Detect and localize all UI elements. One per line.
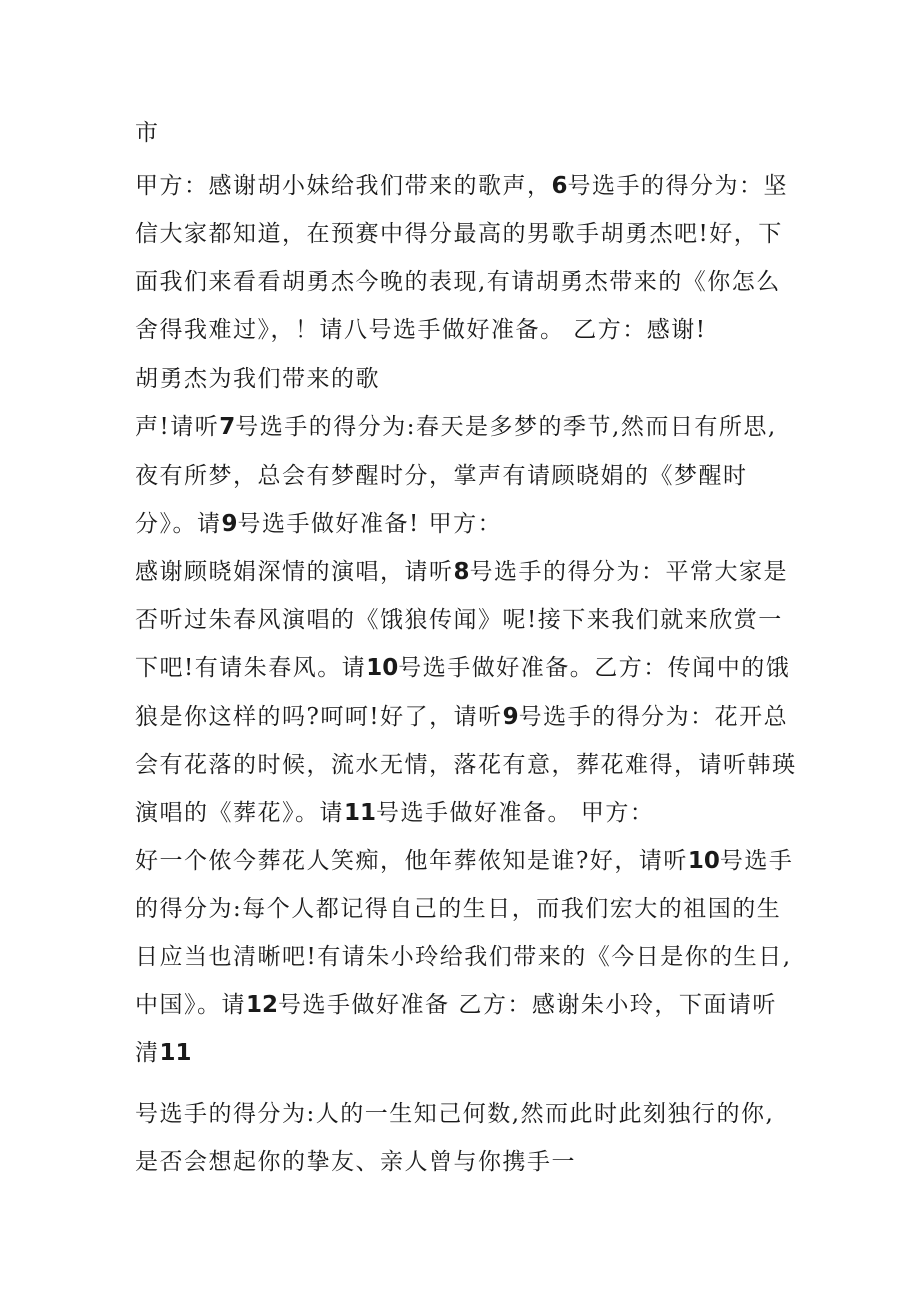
text-run: 夜有所梦，总会有梦醒时分，掌声有请顾晓娟的《梦醒时 (135, 463, 748, 489)
text-line (135, 749, 797, 781)
text-run: 狼是你这样的吗?呵呵!好了，请听 (135, 704, 503, 730)
text-run: 下吧!有请朱春风。请 (135, 655, 367, 681)
contestant-number: 11 (159, 1040, 192, 1066)
text-run: 是否会想起你的挚友、亲人曾与你携手一 (135, 1149, 576, 1175)
text-line (135, 460, 748, 492)
text-run: 日应当也清晰吧!有请朱小玲给我们带来的《今日是你的生日, (135, 944, 792, 970)
text-run: 号选手做好准备 乙方：感谢朱小玲，下面请听 (278, 992, 777, 1018)
text-run: 的得分为:每个人都记得自己的生日，而我们宏大的祖国的生 (135, 896, 782, 922)
text-line (135, 117, 160, 149)
contestant-number: 12 (246, 992, 279, 1018)
text-run: 舍得我难过》，！请八号选手做好准备。 乙方：感谢! (135, 317, 707, 343)
contestant-number: 8 (453, 559, 470, 585)
text-run: 号选手 (719, 848, 794, 874)
text-run: 号选手做好准备。 甲方： (376, 800, 655, 826)
text-run: 感谢顾晓娟深情的演唱，请听 (135, 559, 454, 585)
contestant-number: 7 (219, 414, 236, 440)
text-line (135, 604, 783, 636)
text-line (135, 508, 502, 540)
text-run: 会有花落的时候，流水无情，落花有意，葬花难得，请听韩瑛 (135, 752, 797, 778)
text-line (135, 170, 788, 202)
text-line (135, 797, 654, 829)
text-line (135, 1098, 774, 1130)
text-run: 演唱的《葬花》。请 (135, 800, 344, 826)
contestant-number: 6 (551, 173, 568, 199)
text-run: 市 (135, 120, 160, 146)
text-line (135, 218, 783, 250)
text-line (135, 314, 707, 346)
text-run: 分》。请 (135, 511, 222, 537)
text-run: 中国》。请 (135, 992, 246, 1018)
text-line (135, 1146, 576, 1178)
contestant-number: 9 (221, 511, 238, 537)
text-run: 面我们来看看胡勇杰今晚的表现,有请胡勇杰带来的《你怎么 (135, 269, 781, 295)
text-run: 信大家都知道，在预赛中得分最高的男歌手胡勇杰吧!好，下 (135, 221, 783, 247)
text-run: 清 (135, 1040, 160, 1066)
text-line (135, 845, 793, 877)
text-run: 号选手做好准备。乙方：传闻中的饿 (398, 655, 791, 681)
text-line (135, 989, 777, 1021)
text-run: 声!请听 (135, 414, 220, 440)
text-line (135, 556, 788, 588)
contestant-number: 11 (344, 800, 377, 826)
text-line (135, 1037, 192, 1069)
text-line (135, 893, 781, 925)
text-run: 号选手的得分为:春天是多梦的季节,然而日有所思, (235, 414, 777, 440)
text-line (135, 941, 792, 973)
text-line (135, 266, 781, 298)
text-run: 号选手的得分为：花开总 (518, 704, 789, 730)
text-run: 否听过朱春风演唱的《饿狼传闻》呢!接下来我们就来欣赏一 (135, 607, 783, 633)
text-run: 号选手的得分为：坚 (567, 173, 789, 199)
contestant-number: 9 (502, 704, 519, 730)
text-run: 好一个侬今葬花人笑痴，他年葬侬知是谁?好，请听 (135, 848, 688, 874)
text-run: 号选手的得分为：平常大家是 (469, 559, 789, 585)
contestant-number: 10 (687, 848, 720, 874)
text-line (135, 363, 380, 395)
text-run: 甲方：感谢胡小妹给我们带来的歌声， (135, 173, 552, 199)
text-run: 号选手的得分为:人的一生知己何数,然而此时此刻独行的你, (135, 1101, 775, 1127)
text-line (135, 652, 790, 684)
text-run: 号选手做好准备! 甲方： (237, 511, 503, 537)
text-line (135, 701, 788, 733)
text-line (135, 411, 777, 443)
text-run: 胡勇杰为我们带来的歌 (135, 366, 380, 392)
contestant-number: 10 (366, 655, 399, 681)
